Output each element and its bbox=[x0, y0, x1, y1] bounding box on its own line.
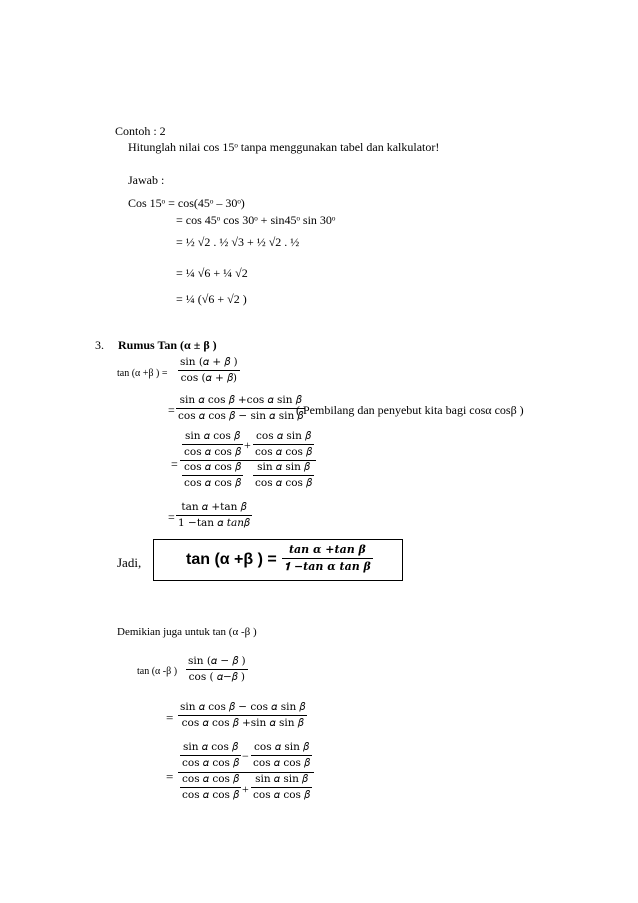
minus-intro: Demikian juga untuk tan (α -β ) bbox=[117, 626, 257, 638]
tan-diff-f2-numerator: sin 𝛼 cos 𝛽 − cos 𝛼 sin 𝛽 bbox=[178, 701, 307, 716]
step-5: = ¼ (√6 + √2 ) bbox=[176, 292, 247, 306]
tan-sum-f2-denominator: cos 𝛼 cos 𝛽 − sin 𝛼 sin 𝛽 bbox=[178, 410, 304, 423]
m3-g: sin 𝛼 sin 𝛽 bbox=[251, 773, 312, 788]
section-number: 3. bbox=[95, 338, 104, 352]
f3-c: cos 𝛼 sin 𝛽 bbox=[253, 430, 314, 445]
tan-sum-f2-numerator: sin 𝛼 cos 𝛽 +cos 𝛼 sin 𝛽 bbox=[176, 394, 305, 409]
m3-f: cos 𝛼 cos 𝛽 bbox=[182, 789, 239, 802]
tan-diff-f1-denominator: cos ( 𝛼−𝛽 ) bbox=[188, 671, 246, 684]
tan-sum-fraction-3: sin 𝛼 cos 𝛽 cos 𝛼 cos 𝛽 + cos 𝛼 sin 𝛽 cos 𝛼 cos 𝛽 cos 𝛼 cos 𝛽 cos 𝛼 cos 𝛽 sin 𝛼 sin 𝛽 cos 𝛼 cos 𝛽 bbox=[178, 430, 318, 490]
result-numerator: 𝒕𝒂𝒏 𝜶 +𝒕𝒂𝒏 𝜷 bbox=[282, 543, 373, 559]
result-lhs: tan (α +β ) = bbox=[186, 551, 277, 568]
tan-sum-fraction-1 bbox=[178, 356, 240, 385]
tan-sum-f1-denominator: cos (𝛼 + 𝛽) bbox=[180, 372, 238, 385]
m3-d: cos 𝛼 cos 𝛽 bbox=[253, 757, 310, 770]
result-box bbox=[153, 539, 403, 581]
f3-b: cos 𝛼 cos 𝛽 bbox=[184, 446, 241, 459]
tan-sum-note: ( Pembilang dan penyebut kita bagi cosα cosβ ) bbox=[296, 403, 524, 417]
m3-e: cos 𝛼 cos 𝛽 bbox=[180, 773, 241, 788]
step-4: = ¼ √6 + ¼ √2 bbox=[176, 266, 248, 280]
tan-diff-lhs: tan (α -β ) bbox=[137, 666, 178, 677]
tan-sum-f4-numerator: tan 𝛼 +tan 𝛽 bbox=[176, 501, 252, 516]
f3-h: cos 𝛼 cos 𝛽 bbox=[255, 477, 312, 490]
tan-sum-f1-numerator: sin (𝛼 + 𝛽 ) bbox=[178, 356, 240, 371]
tan-diff-f2-denominator: cos 𝛼 cos 𝛽 +sin 𝛼 sin 𝛽 bbox=[181, 717, 304, 730]
step-2: = cos 45ᵒ cos 30ᵒ + sin45ᵒ sin 30ᵒ bbox=[176, 213, 336, 227]
jadi-label: Jadi, bbox=[117, 555, 142, 570]
m3-h: cos 𝛼 cos 𝛽 bbox=[253, 789, 310, 802]
step-1: Cos 15ᵒ = cos(45ᵒ – 30ᵒ) bbox=[128, 196, 245, 210]
m3-b: cos 𝛼 cos 𝛽 bbox=[182, 757, 239, 770]
tan-sum-f4-denominator: 1 −tan 𝛼 𝑡𝑎𝑛𝛽 bbox=[178, 517, 250, 530]
f3-e: cos 𝛼 cos 𝛽 bbox=[182, 461, 243, 476]
f3-d: cos 𝛼 cos 𝛽 bbox=[255, 446, 312, 459]
tan-sum-lhs: tan (α +β ) = bbox=[117, 368, 168, 379]
result-denominator: 𝟏 −𝒕𝒂𝒏 𝜶 𝒕𝒂𝒏 𝜷 bbox=[284, 559, 371, 573]
example-heading: Contoh : 2 bbox=[115, 124, 166, 138]
tan-diff-fraction-1 bbox=[186, 655, 248, 684]
tan-diff-fraction-2 bbox=[178, 701, 307, 730]
m3-c: cos 𝛼 sin 𝛽 bbox=[251, 741, 312, 756]
f3-f: cos 𝛼 cos 𝛽 bbox=[184, 477, 241, 490]
result-fraction bbox=[282, 543, 373, 574]
m3-a: sin 𝛼 cos 𝛽 bbox=[180, 741, 241, 756]
f3-g: sin 𝛼 sin 𝛽 bbox=[253, 461, 314, 476]
tan-sum-fraction-2 bbox=[176, 394, 305, 423]
step-3: = ½ √2 . ½ √3 + ½ √2 . ½ bbox=[176, 235, 300, 249]
answer-label: Jawab : bbox=[128, 173, 165, 187]
tan-diff-fraction-3: sin 𝛼 cos 𝛽 cos 𝛼 cos 𝛽 − cos 𝛼 sin 𝛽 cos 𝛼 cos 𝛽 cos 𝛼 cos 𝛽 cos 𝛼 cos 𝛽 + sin 𝛼 sin 𝛽 cos 𝛼 cos 𝛽 bbox=[176, 741, 316, 803]
tan-sum-fraction-4 bbox=[176, 501, 252, 530]
f3-a: sin 𝛼 cos 𝛽 bbox=[182, 430, 243, 445]
section-title: Rumus Tan (α ± β ) bbox=[118, 338, 217, 352]
tan-diff-f1-numerator: sin (𝛼 − 𝛽 ) bbox=[186, 655, 248, 670]
example-question: Hitunglah nilai cos 15ᵒ tanpa menggunakan tabel dan kalkulator! bbox=[128, 140, 440, 154]
